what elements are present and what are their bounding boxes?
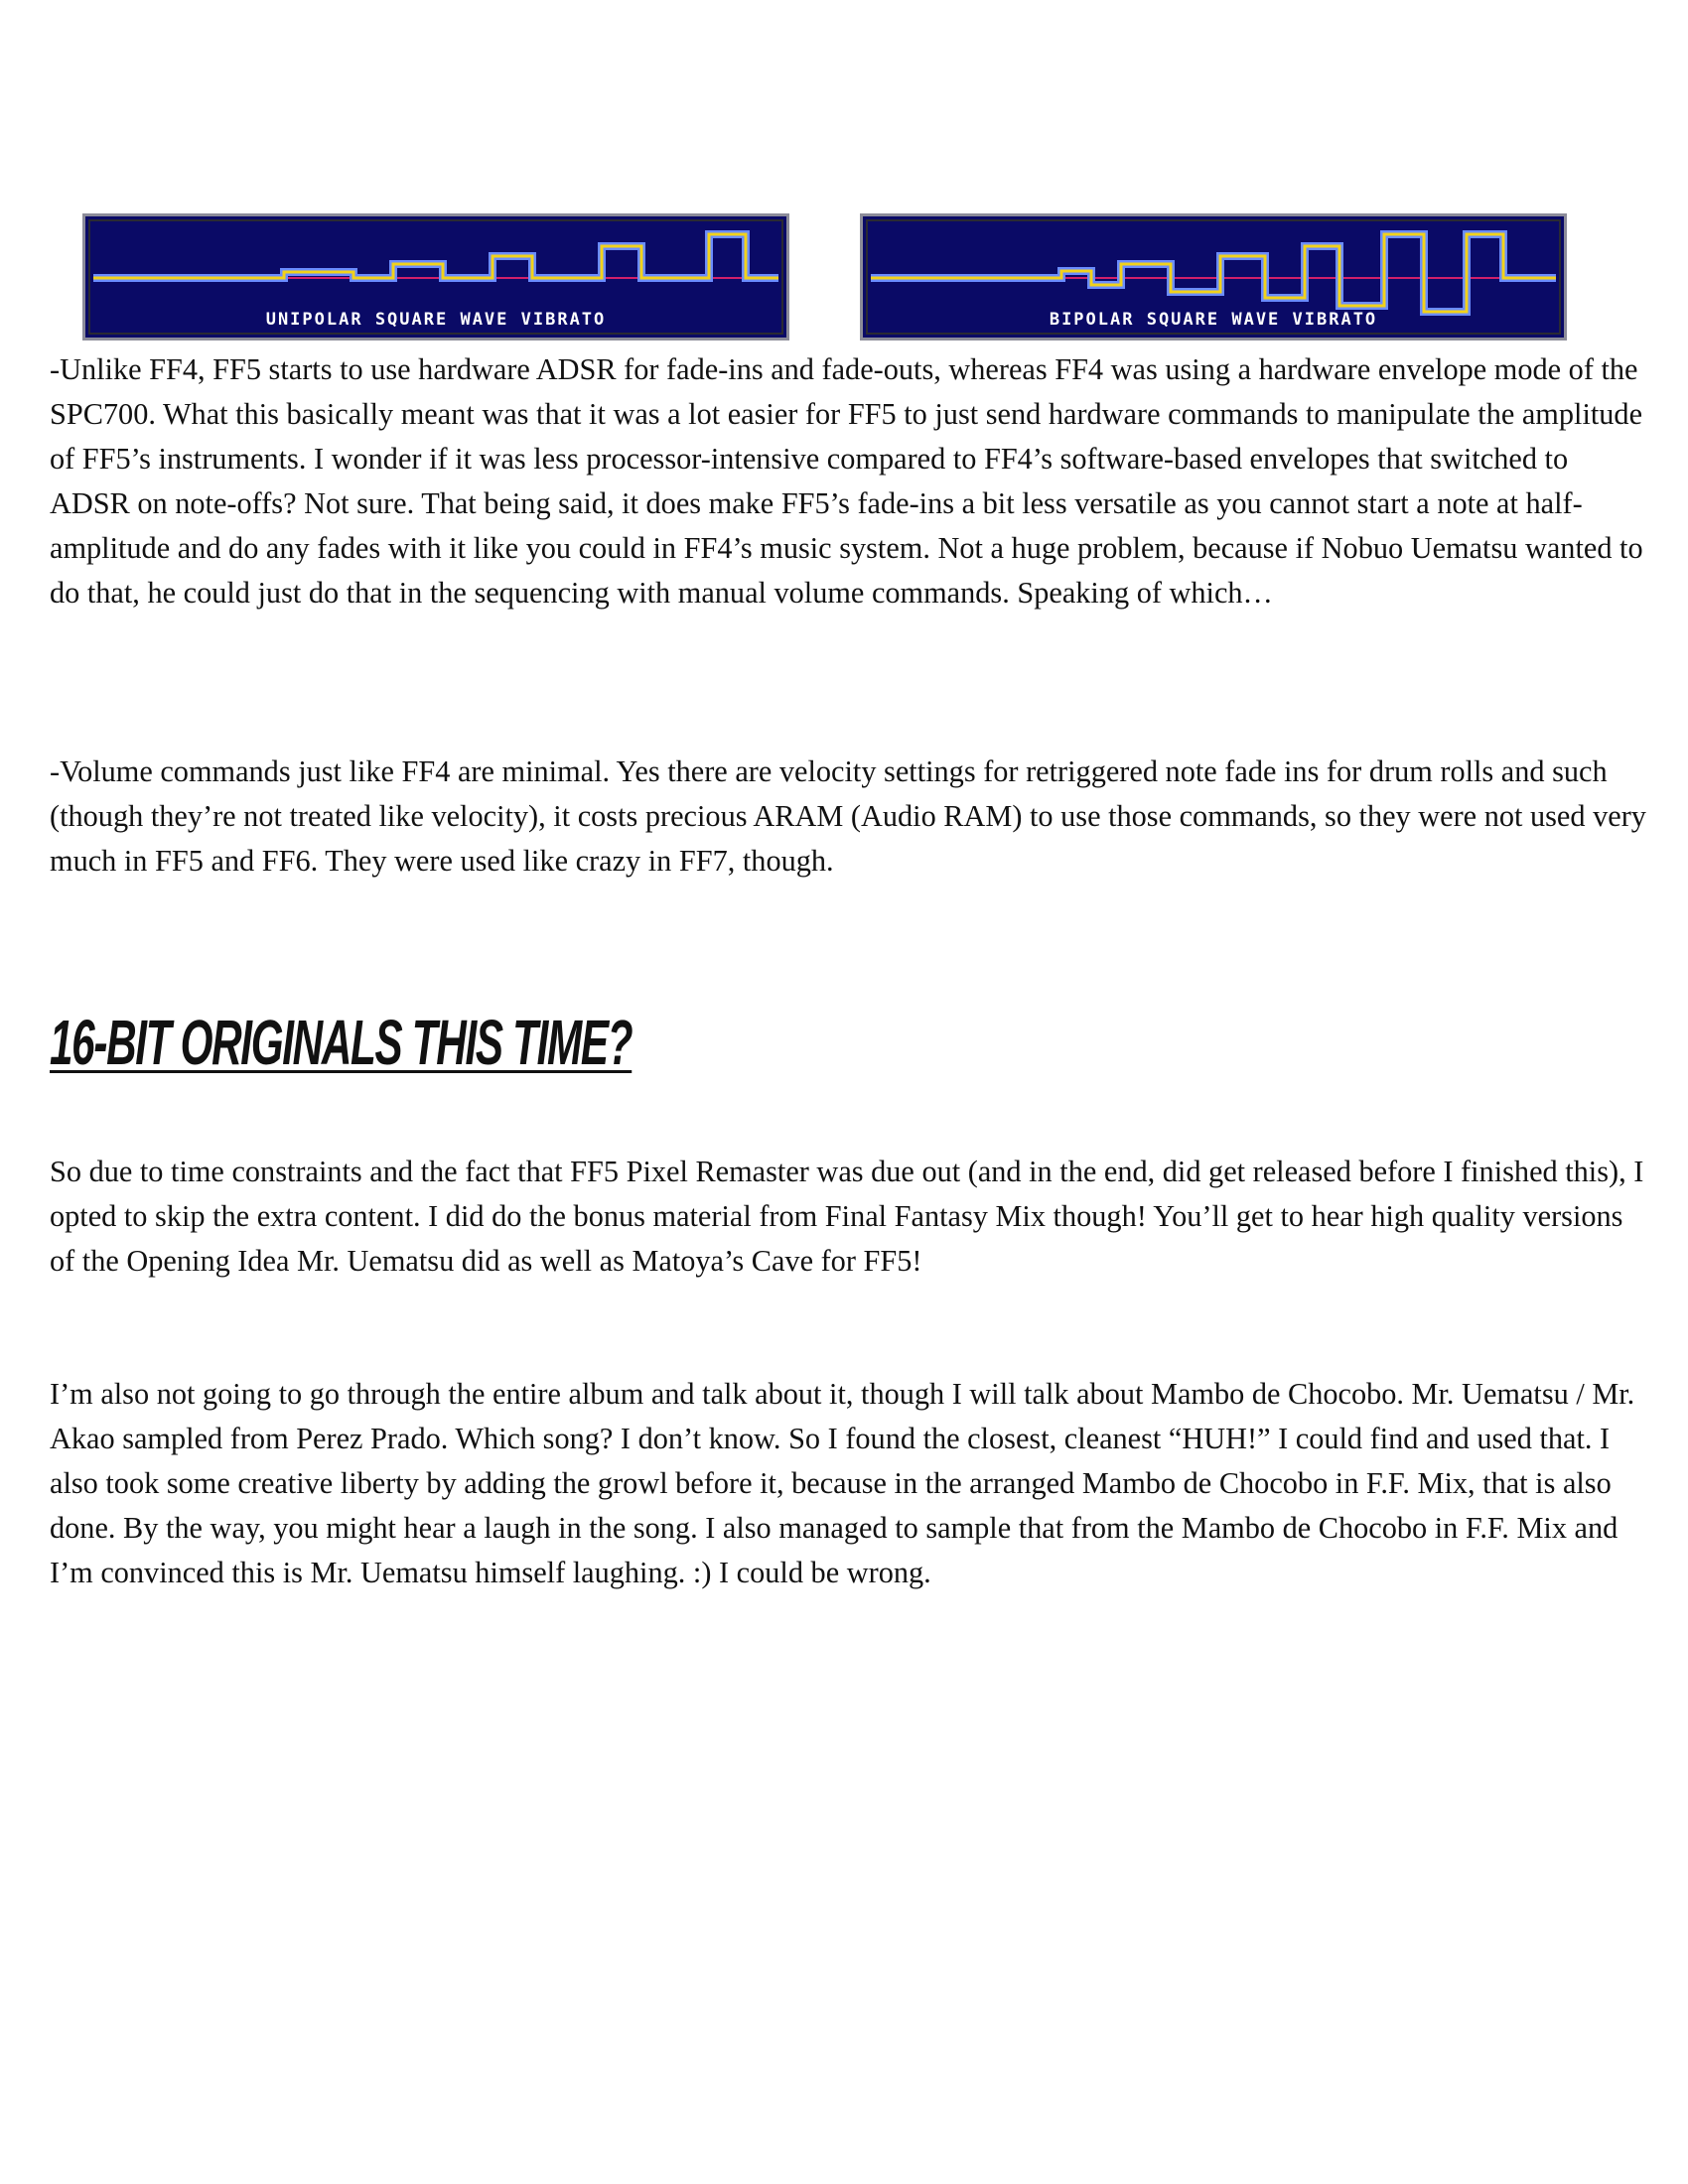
mambo-de-chocobo-paragraph xyxy=(50,1372,1648,1595)
volume-commands-paragraph xyxy=(50,750,1648,884)
unipolar-vibrato-figure xyxy=(82,213,789,341)
bipolar-vibrato-figure xyxy=(860,213,1567,341)
paragraph-text: -Unlike FF4, FF5 starts to use hardware ADSR for fade-ins and fade-outs, whereas FF4 was using a hardware envelope mode of the SPC700. What this basically meant was that it was a lot easier for FF5 to just send hardware commands to manipulate the amplitude of FF5’s instruments. I wonder if it was less processor-intensive compared to FF4’s software-based envelopes that switched to ADSR on note-offs? Not sure. That being said, it does make FF5’s fade-ins a bit less versatile as you cannot start a note at half-amplitude and do any fades with it like you could in FF4’s music system. Not a huge problem, because if Nobuo Uematsu wanted to do that, he could just do that in the sequencing with manual volume commands. Speaking of which… xyxy=(50,352,1643,610)
paragraph-text: So due to time constraints and the fact that FF5 Pixel Remaster was due out (and in the end, did get released before I finished this), I opted to skip the extra content. I did do the bonus material from Final Fantasy Mix though! You’ll get to hear high quality versions of the Opening Idea Mr. Uematsu did as well as Matoya’s Cave for FF5! xyxy=(50,1155,1644,1278)
unipolar-caption: UNIPOLAR SQUARE WAVE VIBRATO xyxy=(265,310,607,330)
adsr-paragraph xyxy=(50,347,1648,615)
bipolar-caption: BIPOLAR SQUARE WAVE VIBRATO xyxy=(1049,310,1378,330)
time-constraints-paragraph xyxy=(50,1150,1648,1284)
section-heading: 16-BIT ORIGINALS THIS TIME? xyxy=(50,1007,633,1078)
paragraph-text: -Volume commands just like FF4 are minimal. Yes there are velocity settings for retriggered note fade ins for drum rolls and such (though they’re not treated like velocity), it costs precious ARAM (Audio RAM) to use those commands, so they were not used very much in FF5 and FF6. They were used like crazy in FF7, though. xyxy=(50,754,1646,878)
paragraph-text: I’m also not going to go through the entire album and talk about it, though I will talk about Mambo de Chocobo. Mr. Uematsu / Mr. Akao sampled from Perez Prado. Which song? I don’t know. So I found the closest, cleanest “HUH!” I could find and used that. I also took some creative liberty by adding the growl before it, because in the arranged Mambo de Chocobo in F.F. Mix, that is also done. By the way, you might hear a laugh in the song. I also managed to sample that from the Mambo de Chocobo in F.F. Mix and I’m convinced this is Mr. Uematsu himself laughing. :) I could be wrong. xyxy=(50,1377,1635,1589)
